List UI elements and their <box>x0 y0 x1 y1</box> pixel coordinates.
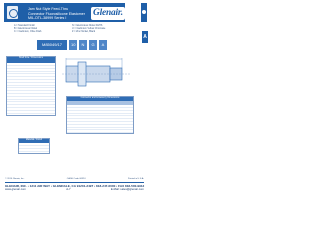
title-line-1: Jam Nut Style Feed-Thru <box>28 7 69 11</box>
material-table <box>18 138 50 154</box>
table-header: Connector and Accessory Dimensions <box>67 97 133 101</box>
footer-meta <box>5 178 144 181</box>
finish-legend-right <box>72 24 105 34</box>
legend-item: U = Cadmium Yellow Chromate <box>72 27 106 31</box>
title-line-2: Connector Fluorosilicone Elastomer <box>28 11 85 16</box>
footer-bottom <box>5 188 144 192</box>
page-title <box>28 7 85 21</box>
connector-icon <box>7 6 18 19</box>
part-number-field: 10 <box>69 40 77 50</box>
legend-item: N = Electroless Nickel RoHS <box>72 24 103 27</box>
table-header: Material / Finish <box>19 139 49 143</box>
part-number-field: N <box>79 40 87 50</box>
dimensions-table <box>6 56 56 116</box>
website-link[interactable]: www.glenair.com <box>5 187 26 191</box>
table-rows <box>19 143 49 153</box>
connector-drawing <box>60 56 132 90</box>
email-link[interactable]: E-Mail: sales@glenair.com <box>110 187 144 191</box>
page-number: A-7 <box>66 187 71 191</box>
title-line-3: MIL-DTL-38999 Series I <box>28 16 67 21</box>
side-tab-icon <box>141 3 147 22</box>
accessory-table <box>66 96 134 134</box>
legend-item: A = Standard Finish <box>14 24 35 27</box>
table-rows <box>67 105 133 133</box>
finish-legend-left <box>14 24 41 34</box>
printed-in: Printed in U.S.A. <box>127 178 144 180</box>
page-footer <box>5 178 144 192</box>
table-rows <box>7 63 55 115</box>
cage-code: CAGE Code 06324 <box>66 178 86 180</box>
legend-item: B = Electroless Nickel <box>14 27 38 31</box>
part-number-field: G <box>89 40 97 50</box>
footer-contact: GLENAIR, INC. • 1211 AIR WAY • GLENDALE, CA 91201-2497 • 818-247-6000 • FAX 818-500-9912 <box>5 184 145 188</box>
table-header: Shell Size / Dimensions <box>7 57 55 63</box>
copyright: © 2014 Glenair, Inc. <box>5 178 25 180</box>
legend-item: C = Cadmium, Olive Drab <box>14 30 42 34</box>
legend-item: Z = Zinc Nickel, Black <box>72 30 96 34</box>
glenair-logo: Glenair. <box>91 7 125 20</box>
part-number-builder <box>37 40 107 50</box>
section-tab[interactable]: A <box>142 31 148 43</box>
page-header <box>4 3 125 22</box>
part-number-base: M85049/17 <box>37 40 67 50</box>
part-number-field: A <box>99 40 107 50</box>
